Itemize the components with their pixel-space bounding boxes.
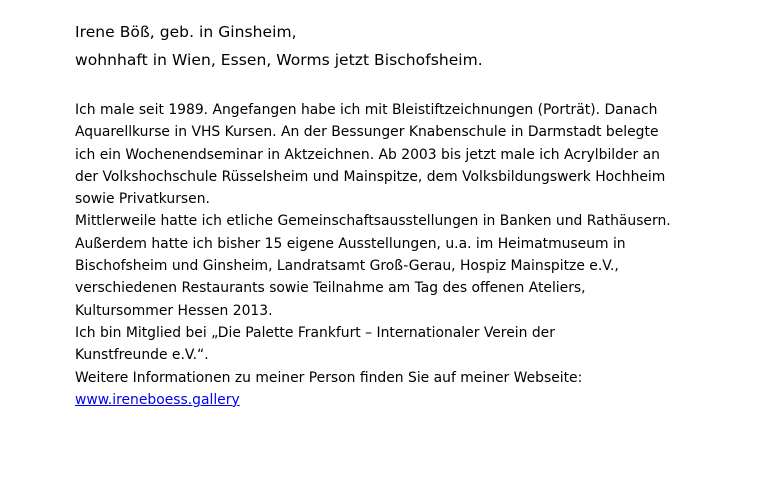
- bio-line: Bischofsheim und Ginsheim, Landratsamt Groß-Gerau, Hospiz Mainspitze e.V.,: [75, 258, 619, 275]
- bio-line: Kunstfreunde e.V.“.: [75, 347, 209, 364]
- bio-line: Aquarellkurse in VHS Kursen. An der Bessunger Knabenschule in Darmstadt belegte: [75, 124, 659, 141]
- bio-line: Kultursommer Hessen 2013.: [75, 302, 273, 319]
- header-name-line: Irene Böß, geb. in Ginsheim,: [75, 23, 297, 41]
- bio-line: ich ein Wochenendseminar in Aktzeichnen. Ab 2003 bis jetzt male ich Acrylbilder an: [75, 146, 660, 163]
- bio-line: Außerdem hatte ich bisher 15 eigene Ausstellungen, u.a. im Heimatmuseum in: [75, 235, 626, 252]
- bio-line: sowie Privatkursen.: [75, 191, 210, 208]
- biography-text: [75, 99, 767, 411]
- bio-line: der Volkshochschule Rüsselsheim und Mainspitze, dem Volksbildungswerk Hochheim: [75, 168, 666, 185]
- bio-line: Weitere Informationen zu meiner Person finden Sie auf meiner Webseite:: [75, 369, 583, 386]
- bio-line: Mittlerweile hatte ich etliche Gemeinschaftsausstellungen in Banken und Rathäusern.: [75, 213, 671, 230]
- bio-line: verschiedenen Restaurants sowie Teilnahme am Tag des offenen Ateliers,: [75, 280, 586, 297]
- website-link[interactable]: www.ireneboess.gallery: [75, 391, 240, 408]
- website-line: [75, 389, 767, 411]
- bio-line: Ich bin Mitglied bei „Die Palette Frankfurt – Internationaler Verein der: [75, 324, 555, 341]
- bio-line: Ich male seit 1989. Angefangen habe ich mit Bleistiftzeichnungen (Porträt). Danach: [75, 102, 658, 118]
- header-residence-line: wohnhaft in Wien, Essen, Worms jetzt Bischofsheim.: [75, 51, 483, 69]
- artist-header: [75, 18, 765, 74]
